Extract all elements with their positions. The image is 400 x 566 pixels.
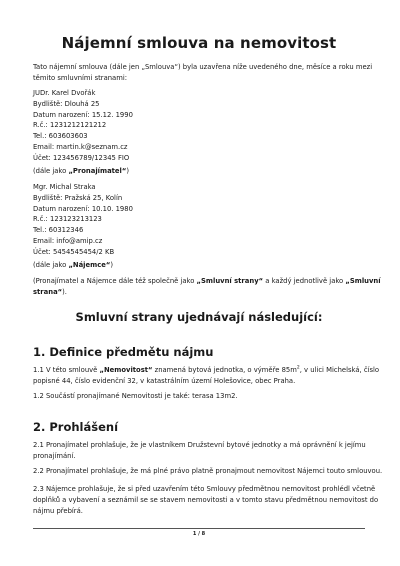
section-2-paragraph-2	[33, 466, 383, 477]
parties-term: „Smluvní strany“	[196, 277, 264, 285]
tenant-name: Mgr. Michal Straka	[33, 183, 96, 191]
section-2-heading: 2. Prohlášení	[33, 420, 119, 434]
landlord-email: Email: martin.k@seznam.cz	[33, 142, 128, 151]
clause-text: 2.2 Pronajímatel prohlašuje, že má plné právo platně pronajmout nemovitost Nájemci touto smlouvou.	[33, 467, 383, 475]
document-title: Nájemní smlouva na nemovitost	[61, 34, 337, 52]
landlord-account: Účet: 123456789/12345 FIO	[33, 153, 130, 162]
landlord-address: Bydliště: Dlouhá 25	[33, 99, 100, 108]
designation-suffix: )	[110, 261, 113, 269]
tenant-rc: R.č.: 123123213123	[33, 215, 102, 224]
clause-text: popisné 44, číslo evidenční 32, v katastrálním území Holešovice, obec Praha.	[33, 376, 296, 385]
designation-name: „Nájemce“	[68, 261, 111, 269]
intro-line: těmito smluvními stranami:	[33, 73, 128, 82]
clause-text: znamená bytová jednotka, o výměře 85m	[152, 366, 297, 374]
parties-paragraph	[33, 276, 381, 298]
footer-divider	[33, 528, 365, 529]
landlord-name: JUDr. Karel Dvořák	[33, 89, 96, 97]
parties-text: ).	[62, 287, 67, 296]
section-2-paragraph-1	[33, 440, 365, 462]
tenant-account: Účet: 5454545454/2 KB	[33, 247, 115, 256]
parties-text: (Pronajímatel a Nájemce dále též společně jako	[33, 277, 197, 285]
section-1-paragraph-2	[33, 391, 365, 402]
clause-term: „Nemovitost“	[99, 366, 153, 374]
clause-text: 1.2 Součástí pronajímané Nemovitosti je také: terasa 13m2.	[33, 392, 238, 400]
designation-suffix: )	[126, 167, 129, 175]
designation-prefix: (dále jako	[33, 167, 69, 175]
section-2-paragraph-3	[33, 484, 379, 516]
clause-text: nájmu přebírá.	[33, 506, 83, 515]
intro-paragraph	[33, 62, 373, 84]
landlord-birth: Datum narození: 15.12. 1990	[33, 110, 133, 119]
parties-term: „Smluvní	[345, 277, 381, 285]
clause-text: doplňků a vybavení a seznámil se se stavem nemovitosti a v tomto stavu předmětnou nemovitost do	[33, 495, 379, 504]
superscript: 2	[296, 365, 300, 371]
tenant-phone: Tel.: 60312346	[33, 226, 84, 235]
designation-prefix: (dále jako	[33, 261, 69, 269]
tenant-block	[33, 182, 365, 258]
clause-text: pronajímání.	[33, 451, 76, 460]
page-number: 1 / 8	[192, 531, 206, 537]
clause-text: , v ulici Michelská, číslo	[299, 366, 380, 374]
tenant-email: Email: info@amip.cz	[33, 236, 103, 245]
tenant-birth: Datum narození: 10.10. 1980	[33, 204, 133, 213]
section-1-heading: 1. Definice předmětu nájmu	[33, 345, 214, 359]
parties-text: a každý jednotlivě jako	[263, 277, 346, 285]
tenant-designation	[33, 260, 365, 271]
landlord-designation	[33, 166, 365, 177]
agreement-heading: Smluvní strany ujednávají následující:	[75, 310, 323, 324]
intro-line: Tato nájemní smlouva (dále jen „Smlouva“) byla uzavřena níže uvedeného dne, měsíce a roku mezi	[33, 63, 373, 71]
landlord-block	[33, 88, 365, 164]
section-1-paragraph-1	[33, 365, 380, 387]
landlord-phone: Tel.: 603603603	[33, 132, 88, 141]
clause-text: 2.1 Pronajímatel prohlašuje, že je vlastníkem Družstevní bytové jednotky a má oprávnění k jejímu	[33, 441, 366, 449]
parties-term: strana“	[33, 287, 63, 296]
designation-name: „Pronajímatel“	[68, 167, 127, 175]
clause-text: 2.3 Nájemce prohlašuje, že si před uzavřením této Smlouvy předmětnou nemovitost prohlédl včetně	[33, 485, 376, 493]
tenant-address: Bydliště: Pražská 25, Kolín	[33, 193, 123, 202]
landlord-rc: R.č.: 1231212121212	[33, 121, 107, 130]
clause-text: 1.1 V této smlouvě	[33, 366, 100, 374]
